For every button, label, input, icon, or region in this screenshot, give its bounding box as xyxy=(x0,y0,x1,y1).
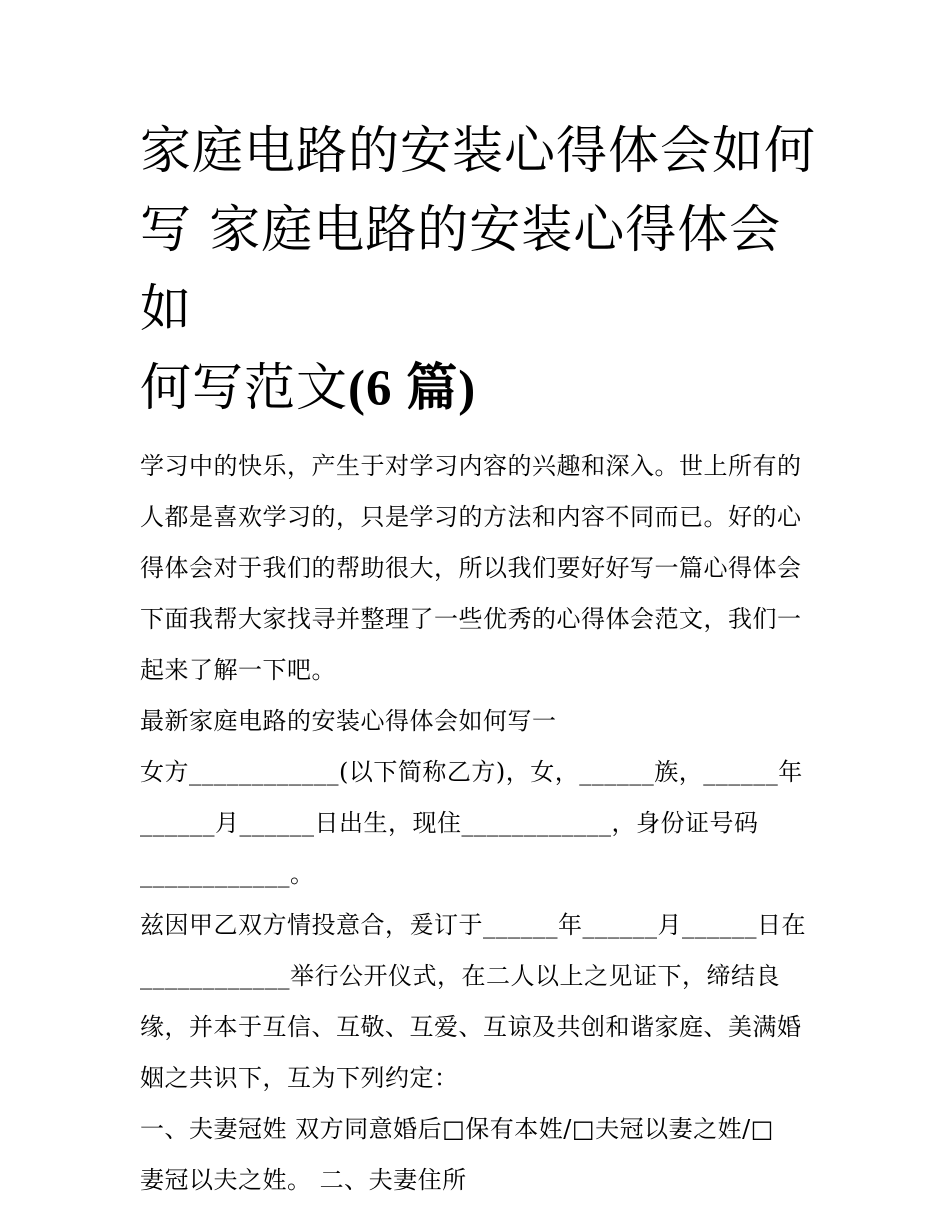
contract-line: 妻冠以夫之姓。 二、夫妻住所 xyxy=(140,1166,467,1194)
contract-line: 一、夫妻冠姓 双方同意婚后□保有本姓/□夫冠以妻之姓/□ xyxy=(140,1115,774,1143)
contract-line: 兹因甲乙双方情投意合，爰订于______年______月______日在 xyxy=(140,911,806,939)
intro-line: 得体会对于我们的帮助很大，所以我们要好好写一篇心得体会 xyxy=(140,554,802,582)
intro-line: 下面我帮大家找寻并整理了一些优秀的心得体会范文，我们一 xyxy=(140,605,802,633)
contract-line: ____________举行公开仪式，在二人以上之见证下，缔结良 xyxy=(140,962,780,990)
intro-line: 起来了解一下吧。 xyxy=(140,656,336,684)
contract-line: ______月______日出生，现住____________，身份证号码 xyxy=(140,809,759,837)
intro-line: 学习中的快乐，产生于对学习内容的兴趣和深入。世上所有的 xyxy=(140,452,802,480)
title-line-1: 家庭电路的安装心得体会如何 xyxy=(140,122,817,181)
contract-line: 缘，并本于互信、互敬、互爱、互谅及共创和谐家庭、美满婚 xyxy=(140,1013,802,1041)
intro-paragraph xyxy=(140,441,820,696)
title-line-3: 何写范文 xyxy=(140,359,349,418)
contract-line: ____________。 xyxy=(140,860,315,888)
title-suffix: (6 篇) xyxy=(348,361,477,417)
document-body xyxy=(140,441,820,1206)
contract-text xyxy=(140,747,820,1206)
title-line-2: 写 家庭电路的安装心得体会如 xyxy=(140,201,782,339)
document-title xyxy=(140,112,820,429)
contract-line: 姻之共识下，互为下列约定： xyxy=(140,1064,459,1092)
section-heading: 最新家庭电路的安装心得体会如何写一 xyxy=(140,707,557,735)
document-page xyxy=(140,112,820,1206)
contract-line: 女方____________(以下简称乙方)，女，______族，______年 xyxy=(140,758,803,786)
intro-line: 人都是喜欢学习的，只是学习的方法和内容不同而已。好的心 xyxy=(140,503,802,531)
